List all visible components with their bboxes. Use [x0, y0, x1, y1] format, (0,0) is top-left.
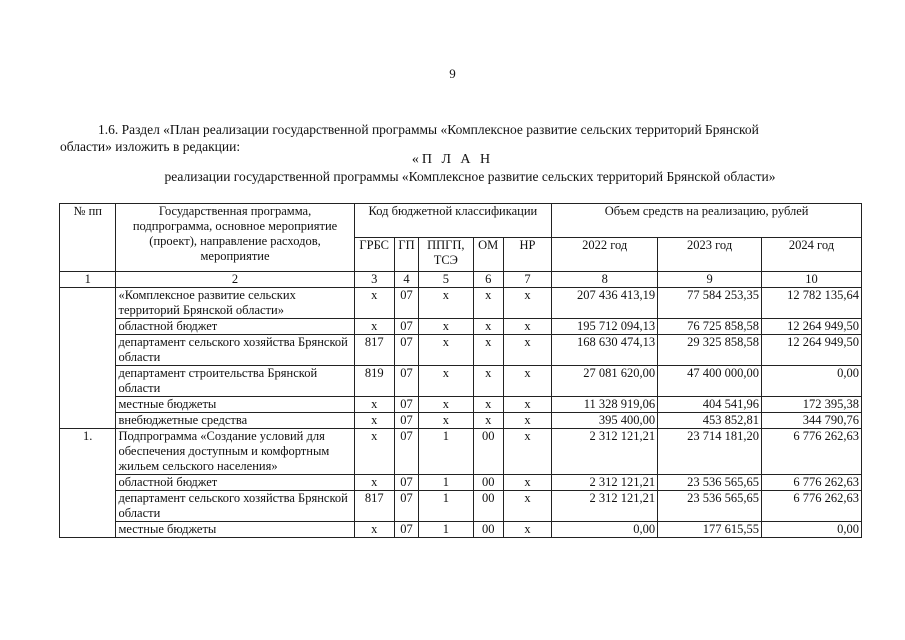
cell-2024: 172 395,38	[762, 397, 862, 413]
cell-2024: 0,00	[762, 366, 862, 397]
cell-grbs: х	[354, 522, 394, 538]
cell-2022: 195 712 094,13	[552, 319, 658, 335]
plan-table-body	[60, 288, 862, 538]
cell-2024: 0,00	[762, 522, 862, 538]
cell-gp: 07	[394, 413, 418, 429]
cell-gp: 07	[394, 366, 418, 397]
cell-gp: 07	[394, 335, 418, 366]
header-nr: НР	[503, 238, 551, 272]
cell-2023: 47 400 000,00	[658, 366, 762, 397]
cell-om: 00	[473, 522, 503, 538]
cell-om: х	[473, 335, 503, 366]
cell-2022: 11 328 919,06	[552, 397, 658, 413]
table-row	[60, 429, 862, 475]
col-number: 9	[658, 272, 762, 288]
header-num: № пп	[60, 204, 116, 272]
intro-line-2: области» изложить в редакции:	[60, 139, 241, 154]
row-name: департамент строительства Брянской области	[116, 366, 354, 397]
cell-nr: х	[503, 319, 551, 335]
header-grbs: ГРБС	[354, 238, 394, 272]
header-ppgp: ППГП, ТСЭ	[419, 238, 473, 272]
cell-2023: 453 852,81	[658, 413, 762, 429]
cell-grbs: 817	[354, 491, 394, 522]
cell-2023: 177 615,55	[658, 522, 762, 538]
row-name: областной бюджет	[116, 319, 354, 335]
cell-om: 00	[473, 429, 503, 475]
cell-nr: х	[503, 413, 551, 429]
header-budget-code: Код бюджетной классификации	[354, 204, 552, 238]
cell-ppgp: 1	[419, 522, 473, 538]
plan-subtitle: реализации государственной программы «Комплексное развитие сельских территорий Брянской области»	[164, 169, 776, 184]
cell-2023: 77 584 253,35	[658, 288, 762, 319]
table-row	[60, 335, 862, 366]
cell-ppgp: х	[419, 335, 473, 366]
header-2023: 2023 год	[658, 238, 762, 272]
plan-title: «П Л А Н	[411, 152, 494, 167]
cell-ppgp: 1	[419, 429, 473, 475]
col-number: 8	[552, 272, 658, 288]
cell-grbs: х	[354, 475, 394, 491]
row-number	[60, 288, 116, 429]
cell-ppgp: 1	[419, 491, 473, 522]
cell-2022: 0,00	[552, 522, 658, 538]
cell-gp: 07	[394, 491, 418, 522]
row-name: департамент сельского хозяйства Брянской области	[116, 335, 354, 366]
cell-nr: х	[503, 366, 551, 397]
cell-2024: 12 264 949,50	[762, 335, 862, 366]
intro-paragraph	[60, 121, 860, 155]
cell-grbs: х	[354, 413, 394, 429]
cell-om: 00	[473, 475, 503, 491]
table-row	[60, 288, 862, 319]
cell-gp: 07	[394, 429, 418, 475]
header-gp: ГП	[394, 238, 418, 272]
cell-2022: 2 312 121,21	[552, 491, 658, 522]
row-name: областной бюджет	[116, 475, 354, 491]
cell-2023: 404 541,96	[658, 397, 762, 413]
cell-grbs: 817	[354, 335, 394, 366]
header-2022: 2022 год	[552, 238, 658, 272]
cell-om: х	[473, 413, 503, 429]
header-program: Государственная программа, подпрограмма, основное мероприятие (проект), направление расходов, мероприятие	[116, 204, 354, 272]
cell-gp: 07	[394, 319, 418, 335]
cell-ppgp: х	[419, 366, 473, 397]
cell-grbs: 819	[354, 366, 394, 397]
cell-2022: 2 312 121,21	[552, 429, 658, 475]
cell-2024: 344 790,76	[762, 413, 862, 429]
row-name: департамент сельского хозяйства Брянской области	[116, 491, 354, 522]
cell-ppgp: 1	[419, 475, 473, 491]
col-number: 5	[419, 272, 473, 288]
cell-2024: 12 782 135,64	[762, 288, 862, 319]
col-number: 3	[354, 272, 394, 288]
cell-grbs: х	[354, 288, 394, 319]
cell-2023: 23 714 181,20	[658, 429, 762, 475]
col-number: 1	[60, 272, 116, 288]
cell-ppgp: х	[419, 319, 473, 335]
cell-om: 00	[473, 491, 503, 522]
cell-2024: 6 776 262,63	[762, 475, 862, 491]
row-name: «Комплексное развитие сельских территорий Брянской области»	[116, 288, 354, 319]
table-row	[60, 491, 862, 522]
header-2024: 2024 год	[762, 238, 862, 272]
cell-2024: 6 776 262,63	[762, 429, 862, 475]
cell-ppgp: х	[419, 397, 473, 413]
row-number: 1.	[60, 429, 116, 538]
table-row	[60, 366, 862, 397]
cell-ppgp: х	[419, 413, 473, 429]
row-name: внебюджетные средства	[116, 413, 354, 429]
cell-nr: х	[503, 429, 551, 475]
cell-om: х	[473, 366, 503, 397]
cell-2023: 23 536 565,65	[658, 491, 762, 522]
cell-grbs: х	[354, 397, 394, 413]
cell-nr: х	[503, 335, 551, 366]
cell-2023: 29 325 858,58	[658, 335, 762, 366]
cell-2023: 76 725 858,58	[658, 319, 762, 335]
intro-line-1: 1.6. Раздел «План реализации государственной программы «Комплексное развитие сельских территорий Брянской	[98, 122, 759, 137]
cell-grbs: х	[354, 319, 394, 335]
header-om: ОМ	[473, 238, 503, 272]
plan-table	[59, 203, 862, 538]
col-number: 6	[473, 272, 503, 288]
cell-2022: 168 630 474,13	[552, 335, 658, 366]
col-number: 4	[394, 272, 418, 288]
cell-nr: х	[503, 522, 551, 538]
cell-2022: 2 312 121,21	[552, 475, 658, 491]
cell-nr: х	[503, 475, 551, 491]
cell-nr: х	[503, 288, 551, 319]
row-name: Подпрограмма «Создание условий для обеспечения доступным и комфортным жильем сельского населения»	[116, 429, 354, 475]
cell-grbs: х	[354, 429, 394, 475]
row-name: местные бюджеты	[116, 397, 354, 413]
table-row	[60, 319, 862, 335]
cell-om: х	[473, 397, 503, 413]
cell-2022: 395 400,00	[552, 413, 658, 429]
cell-2023: 23 536 565,65	[658, 475, 762, 491]
row-name: местные бюджеты	[116, 522, 354, 538]
cell-2022: 27 081 620,00	[552, 366, 658, 397]
table-row	[60, 522, 862, 538]
table-row	[60, 475, 862, 491]
cell-ppgp: х	[419, 288, 473, 319]
cell-gp: 07	[394, 397, 418, 413]
table-row	[60, 413, 862, 429]
cell-gp: 07	[394, 522, 418, 538]
cell-2022: 207 436 413,19	[552, 288, 658, 319]
col-number: 2	[116, 272, 354, 288]
table-row	[60, 397, 862, 413]
cell-2024: 12 264 949,50	[762, 319, 862, 335]
cell-om: х	[473, 319, 503, 335]
cell-2024: 6 776 262,63	[762, 491, 862, 522]
cell-om: х	[473, 288, 503, 319]
header-funds: Объем средств на реализацию, рублей	[552, 204, 862, 238]
cell-gp: 07	[394, 475, 418, 491]
cell-nr: х	[503, 491, 551, 522]
col-number: 7	[503, 272, 551, 288]
page-number: 9	[449, 66, 456, 81]
cell-gp: 07	[394, 288, 418, 319]
cell-nr: х	[503, 397, 551, 413]
col-number: 10	[762, 272, 862, 288]
column-number-row	[60, 272, 862, 288]
